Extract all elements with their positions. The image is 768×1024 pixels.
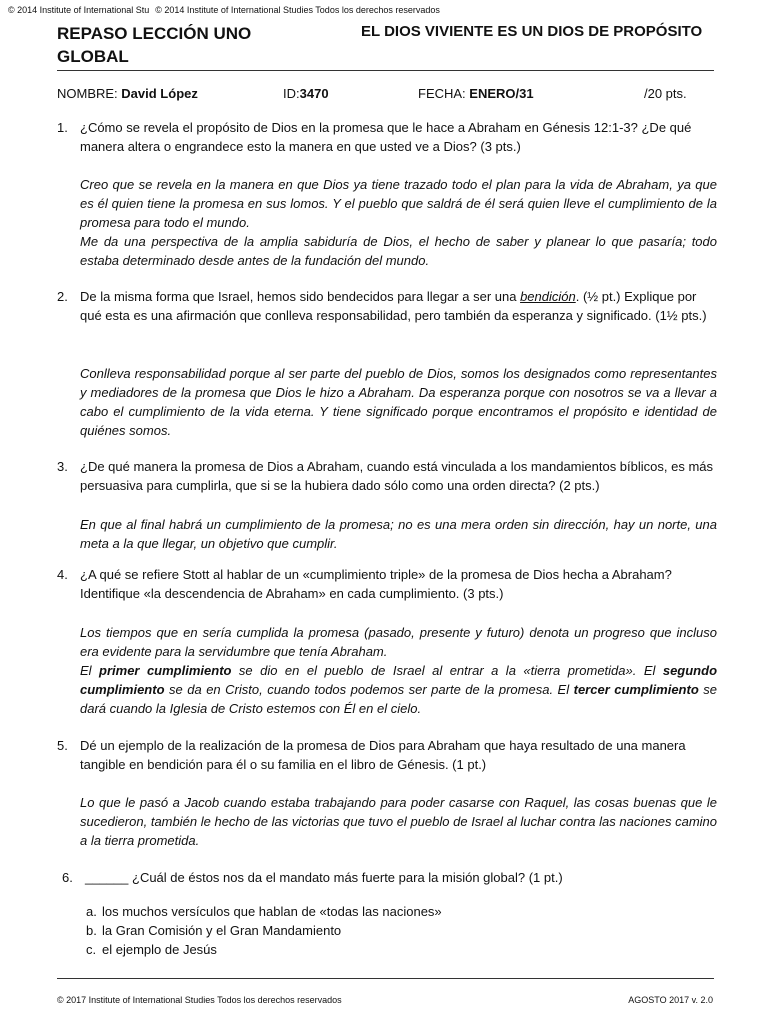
question-5 <box>57 737 717 774</box>
option-text: el ejemplo de Jesús <box>102 942 217 957</box>
answer-text: se dio en el pueblo de Israel al entrar a la «tierra prometida». El <box>231 663 663 678</box>
question-text <box>85 869 722 888</box>
answer-3 <box>80 515 717 553</box>
answer-paragraph: Me da una perspectiva de la amplia sabiduría de Dios, el hecho de saber y planear lo que pasaría; todo estaba determinado desde antes de la fundación del mundo. <box>80 234 717 268</box>
answer-paragraph: Lo que le pasó a Jacob cuando estaba trabajando para poder casarse con Raquel, las cosas buenas que le sucedieron, también le hecho de las victorias que tuvo el pueblo de Israel al luchar contra las naciones camino a la tierra prometida. <box>80 795 717 848</box>
question-text: ¿Cómo se revela el propósito de Dios en la promesa que le hace a Abraham en Génesis 12:1-3? ¿De qué manera altera o engrandece esto la manera en que usted ve a Dios? (3 pts.) <box>80 120 692 154</box>
name-label: NOMBRE: <box>57 86 122 101</box>
date-label: FECHA: <box>418 86 470 101</box>
answer-text: se dará cuando la Iglesia de Cristo estemos con Él en el cielo. <box>80 682 717 716</box>
question-3 <box>57 458 717 495</box>
answer-text: se da en Cristo, cuando todos podemos ser parte de la promesa. El <box>164 682 574 697</box>
footer-copyright: © 2017 Institute of International Studies Todos los derechos reservados <box>57 995 342 1005</box>
page-subtitle: EL DIOS VIVIENTE ES UN DIOS DE PROPÓSITO <box>361 23 703 40</box>
question-text-part: . (½ pt.) Explique por qué esta es una afirmación que conlleva responsabilidad, pero también da esperanza y significado. (1½ pts.) <box>80 289 707 323</box>
question-text-part: De la misma forma que Israel, hemos sido bendecidos para llegar a ser una <box>80 289 521 304</box>
page-title <box>57 22 251 68</box>
title-line-1: REPASO LECCIÓN UNO <box>57 24 252 43</box>
question-text <box>80 288 717 325</box>
id-field <box>283 86 329 101</box>
question-number: 3. <box>57 459 68 474</box>
question-number: 6. <box>62 870 73 885</box>
answer-paragraph <box>80 661 717 718</box>
question-6 <box>62 869 722 888</box>
title-line-2: GLOBAL <box>57 47 129 66</box>
option-text: la Gran Comisión y el Gran Mandamiento <box>102 923 342 938</box>
question-text: Dé un ejemplo de la realización de la promesa de Dios para Abraham que haya resultado de una manera tangible en bendición para él o su familia en el libro de Génesis. (1 pt.) <box>80 738 686 772</box>
footer-divider <box>57 978 714 979</box>
name-field <box>57 86 198 101</box>
question-text-part: ¿Cuál de éstos nos da el mandato más fuerte para la misión global? (1 pt.) <box>128 870 563 885</box>
answer-4 <box>80 623 717 718</box>
id-label: ID: <box>283 86 300 101</box>
option-letter: b. <box>86 923 97 938</box>
footer-version: AGOSTO 2017 v. 2.0 <box>628 995 713 1005</box>
underlined-word: bendición <box>520 289 576 304</box>
top-note-part-2: © 2014 Institute of International Studies Todos los derechos reservados <box>155 5 440 15</box>
top-copyright-note <box>8 5 440 15</box>
name-value: David López <box>121 86 198 101</box>
question-2 <box>57 288 717 325</box>
question-number: 1. <box>57 120 68 135</box>
question-text: ¿A qué se refiere Stott al hablar de un «cumplimiento triple» de la promesa de Dios hecha a Abraham? Identifique «la descendencia de Abraham» en cada cumplimiento. (3 pts.) <box>80 567 672 601</box>
answer-paragraph: Los tiempos que en sería cumplida la promesa (pasado, presente y futuro) denota un progreso que incluso era evidente para la servidumbre que tenía Abraham. <box>80 625 717 659</box>
option-letter: c. <box>86 942 97 957</box>
answer-paragraph: Creo que se revela en la manera en que Dios ya tiene trazado todo el plan para la vida de Abraham, ya que es él quien tiene la promesa en sus lomos. Y el pueblo que saldrá de él será quien lleve el cumplimiento de la promesa para todo el mundo. <box>80 177 717 230</box>
question-number: 4. <box>57 567 68 582</box>
date-value: ENERO/31 <box>469 86 534 101</box>
question-text: ¿De qué manera la promesa de Dios a Abraham, cuando está vinculada a los mandamientos bíblicos, es más persuasiva para cumplirla, que si se la hubiera dado sólo como una orden directa? (2 pts.) <box>80 459 714 493</box>
option-letter: a. <box>86 904 97 919</box>
answer-text: El <box>80 663 100 678</box>
answer-1 <box>80 175 717 270</box>
bold-term: segundo cumplimiento <box>80 663 718 697</box>
question-number: 5. <box>57 738 68 753</box>
option-b <box>86 921 442 940</box>
header-divider <box>57 70 714 71</box>
answer-paragraph: Conlleva responsabilidad porque al ser parte del pueblo de Dios, somos los designados como representantes y mediadores de la promesa que Dios le hizo a Abraham. Da esperanza porque con nosotros se va a llevar a cabo el cumplimiento de la vida eterna. Y tiene significado porque encontramos el propósito e identidad de quiénes somos. <box>80 366 717 438</box>
bold-term: primer cumplimiento <box>99 663 232 678</box>
option-c <box>86 940 442 959</box>
option-text: los muchos versículos que hablan de «todas las naciones» <box>102 904 442 919</box>
answer-blank[interactable]: ______ <box>85 870 129 885</box>
answer-paragraph: En que al final habrá un cumplimiento de la promesa; no es una mera orden sin dirección, hay un norte, una meta a la que llegar, un objetivo que cumplir. <box>80 517 717 551</box>
date-field <box>418 86 534 101</box>
points-total: /20 pts. <box>644 86 687 101</box>
question-4 <box>57 566 717 603</box>
options-list <box>86 902 442 959</box>
answer-2 <box>80 364 717 440</box>
id-value: 3470 <box>299 86 329 101</box>
question-number: 2. <box>57 289 68 304</box>
question-1 <box>57 119 717 156</box>
bold-term: tercer cumplimiento <box>573 682 699 697</box>
answer-5 <box>80 793 717 850</box>
option-a <box>86 902 442 921</box>
top-note-part-1: © 2014 Institute of International Stu <box>8 5 150 15</box>
